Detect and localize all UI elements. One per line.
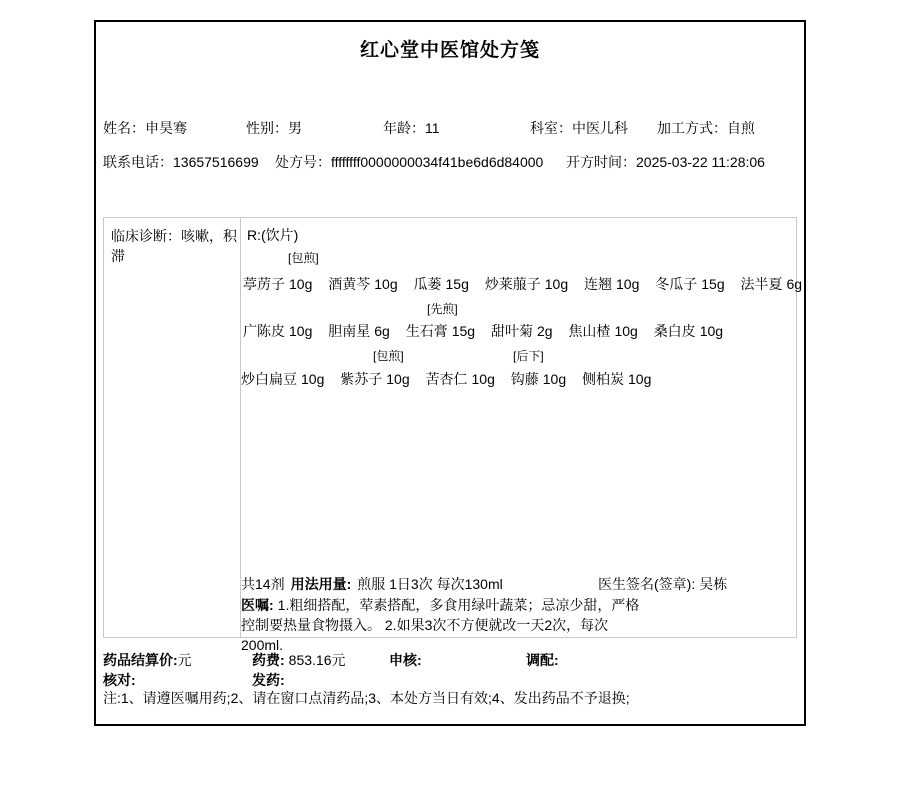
prepare-label: 调配: [526,652,559,668]
herb-dose: 10g [699,323,724,339]
herb-item [241,369,324,389]
medical-advice-line: 控制要热量食物摄入。 2.如果3次不方便就改一天2次，每次 [241,617,609,633]
rx-number-value: ffffffff0000000034f41be6d6d84000 [331,154,544,170]
herb-dose: 10g [301,371,325,387]
decoction-tag-baojian-1: [包煎] [288,251,319,265]
settlement-price-value: 元 [177,652,192,668]
clinical-diagnosis-label: 临床诊断： [111,228,181,244]
herb-dose: 10g [616,276,640,292]
processing-method-field [657,118,755,138]
fee-field [252,650,346,670]
prescription-page [94,20,806,726]
herb-dose: 15g [701,276,725,292]
herb-dose: 10g [542,371,567,387]
patient-gender-value: 男 [288,120,302,136]
issue-time-label: 开方时间： [566,154,636,170]
herb-name: 瓜蒌 [413,276,442,292]
doctor-name: 吴栋 [699,576,728,592]
herb-item [243,321,312,341]
herb-name: 焦山楂 [568,323,611,339]
patient-age-value: 11 [425,120,440,136]
herb-name: 钩藤 [510,371,539,387]
herb-name: 桑白皮 [653,323,696,339]
decoction-tag-xianjian: [先煎] [427,302,458,316]
herb-line-3 [241,369,651,389]
herb-item [741,274,803,294]
herb-name: 广陈皮 [243,323,285,339]
medical-advice-line [241,595,639,615]
phone-label: 联系电话： [103,154,173,170]
phone-field [103,152,259,172]
herb-item [328,274,397,294]
decoction-tag-houxia: [后下] [513,349,544,363]
herb-item [655,274,724,294]
usage-value: 煎服 1日3次 每次130ml [357,576,503,592]
herb-dose: 10g [614,323,638,339]
herb-name: 炒白扁豆 [241,371,297,387]
settlement-price-field [103,650,192,670]
issue-label: 发药: [252,672,285,688]
herb-item [340,369,409,389]
herb-dose: 2g [536,323,553,339]
herb-item [243,274,312,294]
usage-summary [241,574,503,594]
clinical-diagnosis-value: 咳嗽，积滞 [111,228,237,264]
rx-header: R:(饮片) [247,227,299,243]
herb-name: 法半夏 [740,276,783,292]
doctor-signature-label: 医生签名(签章): [598,576,696,592]
herb-dose: 10g [471,371,495,387]
herb-name: 葶苈子 [243,276,285,292]
check-label: 核对: [103,672,136,688]
herb-name: 胆南星 [328,323,371,339]
herb-name: 连翘 [584,276,612,292]
herb-name: 紫苏子 [340,371,383,387]
herb-name: 生石膏 [405,323,448,339]
doctor-signature [598,574,727,594]
fee-label: 药费: [252,652,285,668]
patient-gender-label: 性别： [246,120,288,136]
herb-name: 炒莱菔子 [484,276,541,292]
herb-item [584,274,639,294]
department-value: 中医儿科 [572,120,628,136]
medical-advice-text: 1.粗细搭配，荤素搭配，多食用绿叶蔬菜；忌凉少甜，严格 [277,597,640,613]
herb-dose: 10g [544,276,569,292]
herb-name: 苦杏仁 [425,371,468,387]
herb-item [582,369,651,389]
herb-name: 酒黄芩 [328,276,371,292]
clinical-diagnosis [111,226,237,266]
herb-name: 侧柏炭 [582,371,624,387]
processing-method-label: 加工方式： [657,120,727,136]
patient-gender-field [246,118,302,138]
herb-item [654,321,723,341]
phone-value: 13657516699 [173,154,259,170]
herb-dose: 10g [289,323,313,339]
herb-item [328,321,390,341]
patient-name-value: 申昊骞 [145,120,187,136]
patient-age-label: 年龄： [383,120,425,136]
herb-dose: 10g [628,371,652,387]
herb-dose: 6g [374,323,390,339]
medical-advice [241,595,639,655]
processing-method-value: 自煎 [727,120,755,136]
patient-name-field [103,118,187,138]
medical-advice-label: 医嘱: [241,597,274,613]
herb-dose: 15g [451,323,476,339]
issue-time-field [566,152,765,172]
rx-number-label: 处方号： [275,154,331,170]
medical-advice-line: 200ml. [241,637,284,653]
herb-line-2 [243,321,723,341]
prescription-box [103,217,803,653]
decoction-tag-baojian-2: [包煎] [373,349,404,363]
rx-number-field [275,152,543,172]
patient-age-field [383,118,440,138]
footer-notes: 注:1、请遵医嘱用药;2、请在窗口点清药品;3、本处方当日有效;4、发出药品不予退换; [103,690,630,706]
department-label: 科室： [530,120,572,136]
issue-time-value: 2025-03-22 11:28:06 [636,154,765,170]
herb-item [485,274,568,294]
page-title: 红心堂中医馆处方笺 [359,40,540,61]
herb-item [414,274,469,294]
settlement-price-label: 药品结算价: [103,652,178,668]
herb-line-1 [243,274,802,294]
review-label: 申核: [389,652,422,668]
herb-item [511,369,566,389]
herb-item [491,321,553,341]
herb-item [568,321,637,341]
dose-count: 共14剂 [241,576,285,592]
herb-name: 甜叶菊 [490,323,533,339]
herb-dose: 6g [786,276,803,292]
herb-dose: 15g [445,276,469,292]
fee-value: 853.16元 [288,652,346,668]
herb-dose: 10g [289,276,313,292]
herb-name: 冬瓜子 [655,276,698,292]
department-field [530,118,628,138]
herb-item [406,321,475,341]
patient-name-label: 姓名： [103,120,145,136]
herb-dose: 10g [374,276,398,292]
herb-item [426,369,495,389]
usage-label: 用法用量: [290,576,352,592]
herb-dose: 10g [386,371,410,387]
